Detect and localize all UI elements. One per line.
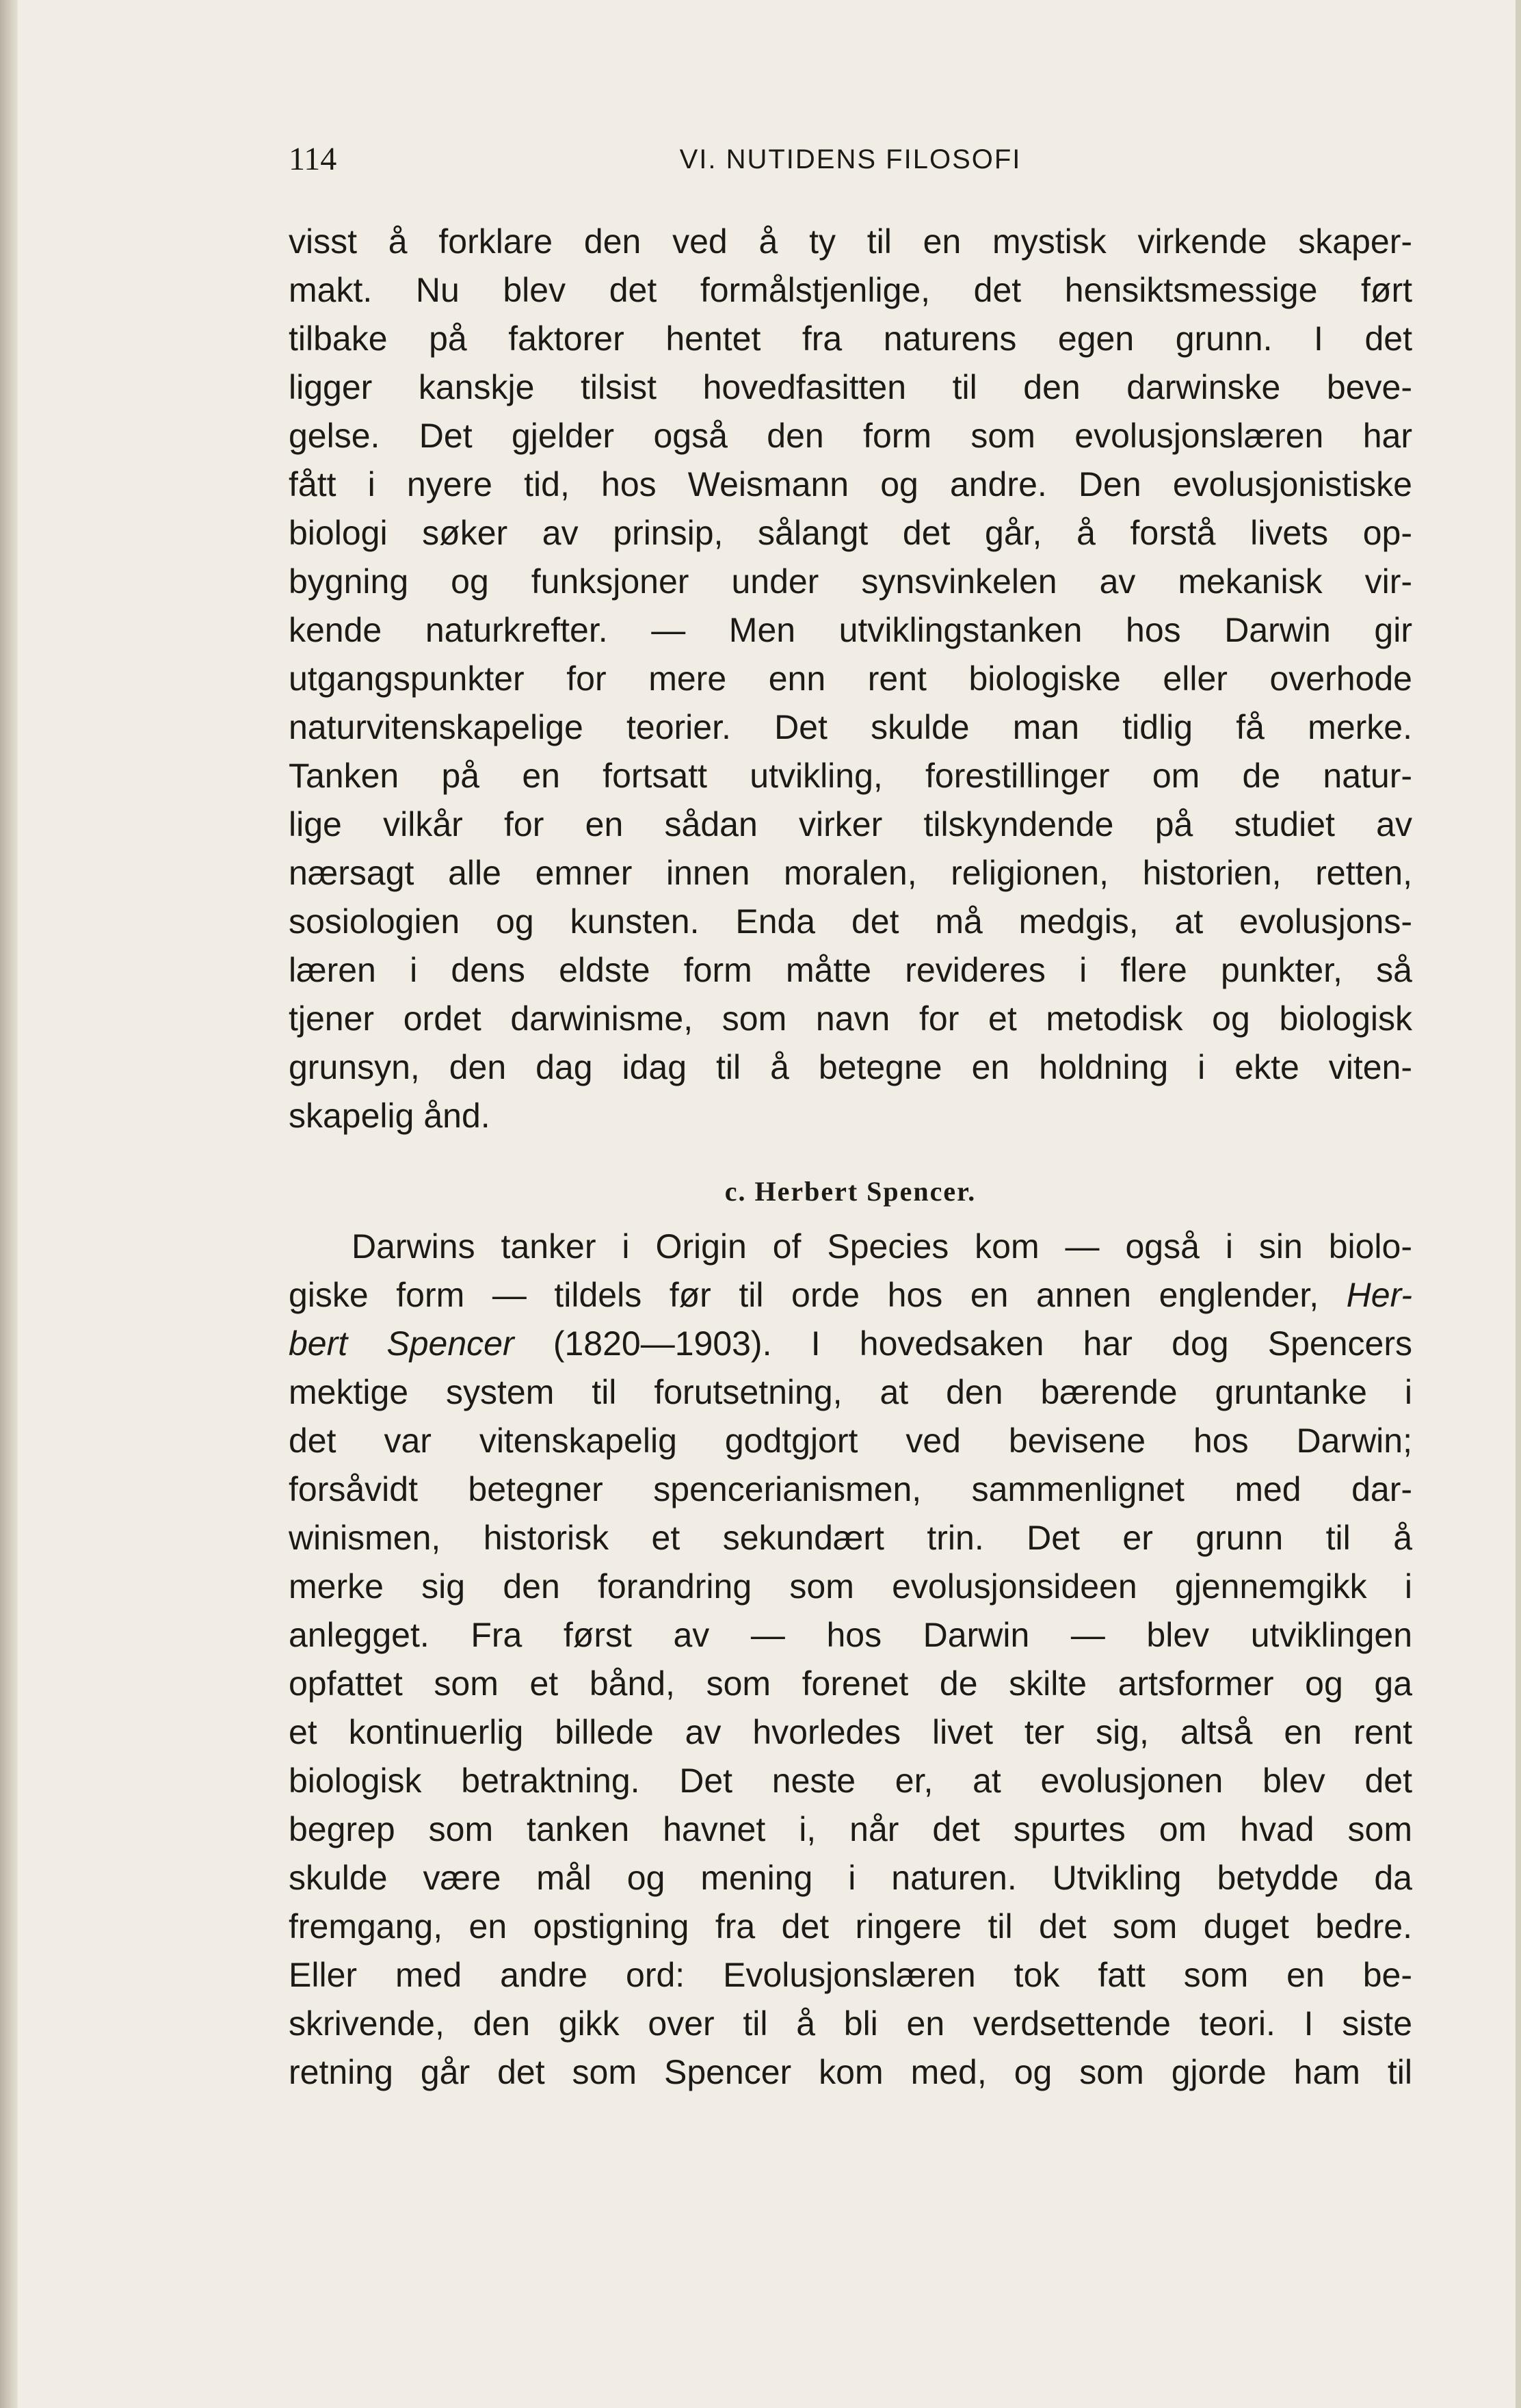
text-line: begrep som tanken havnet i, når det spurtes om hvad som: [289, 1810, 1412, 1848]
text-line: det var vitenskapelig godtgjort ved bevisene hos Darwin;: [289, 1422, 1412, 1460]
text-line: naturvitenskapelige teorier. Det skulde man tidlig få merke.: [289, 708, 1412, 746]
text-line: biologisk betraktning. Det neste er, at evolusjonen blev det: [289, 1762, 1412, 1800]
text-line: biologi søker av prinsip, sålangt det går, å forstå livets op-: [289, 514, 1412, 552]
text-line: Eller med andre ord: Evolusjonslæren tok fatt som en be-: [289, 1956, 1412, 1994]
text-line: fremgang, en opstigning fra det ringere til det som duget bedre.: [289, 1907, 1412, 1946]
text-line: makt. Nu blev det formålstjenlige, det hensiktsmessige ført: [289, 271, 1412, 309]
text-line: sosiologien og kunsten. Enda det må medgis, at evolusjons-: [289, 902, 1412, 941]
italic-name: Her-: [1346, 1276, 1412, 1314]
paragraph-2: [289, 1222, 1412, 2097]
page-right-edge: [1516, 0, 1521, 2408]
text-line: merke sig den forandring som evolusjonsideen gjennemgikk i: [289, 1567, 1412, 1606]
text-segment: giske form — tildels før til orde hos en annen englender,: [289, 1276, 1347, 1314]
text-line: retning går det som Spencer kom med, og som gjorde ham til: [289, 2053, 1412, 2091]
text-line: kende naturkrefter. — Men utviklingstanken hos Darwin gir: [289, 611, 1412, 649]
chapter-title: VI. NUTIDENS FILOSOFI: [679, 144, 1022, 174]
text-line: skapelig ånd.: [289, 1097, 490, 1135]
text-line: fått i nyere tid, hos Weismann og andre. Den evolusjonistiske: [289, 465, 1412, 503]
section-heading: c. Herbert Spencer.: [724, 1176, 977, 1207]
section-gap: [289, 1140, 1412, 1168]
running-head: [289, 135, 1412, 183]
text-line: gelse. Det gjelder også den form som evolusjonslæren har: [289, 417, 1412, 455]
italic-name: bert Spencer: [289, 1324, 514, 1363]
paragraph-1: [289, 218, 1412, 1140]
text-line: et kontinuerlig billede av hvorledes livet ter sig, altså en rent: [289, 1713, 1412, 1751]
text-line: tjener ordet darwinisme, som navn for et metodisk og biologisk: [289, 999, 1412, 1038]
page-number: 114: [289, 141, 337, 177]
text-line: opfattet som et bånd, som forenet de skilte artsformer og ga: [289, 1664, 1412, 1703]
text-line: grunsyn, den dag idag til å betegne en holdning i ekte viten-: [289, 1048, 1412, 1086]
text-segment: (1820—1903). I hovedsaken har dog Spencers: [514, 1324, 1413, 1363]
page-left-edge: [0, 0, 18, 2408]
text-line: læren i dens eldste form måtte revideres i flere punkter, så: [289, 951, 1412, 989]
text-line: visst å forklare den ved å ty til en mystisk virkende skaper-: [289, 222, 1412, 261]
text-line: winismen, historisk et sekundært trin. Det er grunn til å: [289, 1519, 1412, 1557]
text-line: Darwins tanker i Origin of Species kom — også i sin biolo-: [352, 1227, 1412, 1266]
text-line: skulde være mål og mening i naturen. Utvikling betydde da: [289, 1859, 1412, 1897]
text-line: mektige system til forutsetning, at den bærende gruntanke i: [289, 1373, 1412, 1411]
text-line: forsåvidt betegner spencerianismen, sammenlignet med dar-: [289, 1470, 1412, 1508]
text-line: nærsagt alle emner innen moralen, religionen, historien, retten,: [289, 854, 1412, 892]
text-line: [289, 1271, 1412, 1320]
page-body: [289, 218, 1412, 2097]
text-line: skrivende, den gikk over til å bli en verdsettende teori. I siste: [289, 2004, 1412, 2043]
text-line: anlegget. Fra først av — hos Darwin — blev utviklingen: [289, 1616, 1412, 1654]
text-line: lige vilkår for en sådan virker tilskyndende på studiet av: [289, 805, 1412, 843]
text-line: Tanken på en fortsatt utvikling, forestillinger om de natur-: [289, 757, 1412, 795]
text-line: ligger kanskje tilsist hovedfasitten til den darwinske beve-: [289, 368, 1412, 406]
text-line: tilbake på faktorer hentet fra naturens egen grunn. I det: [289, 319, 1412, 358]
text-line: [289, 1320, 1412, 1368]
text-line: bygning og funksjoner under synsvinkelen av mekanisk vir-: [289, 562, 1412, 601]
text-line: utgangspunkter for mere enn rent biologiske eller overhode: [289, 659, 1412, 698]
